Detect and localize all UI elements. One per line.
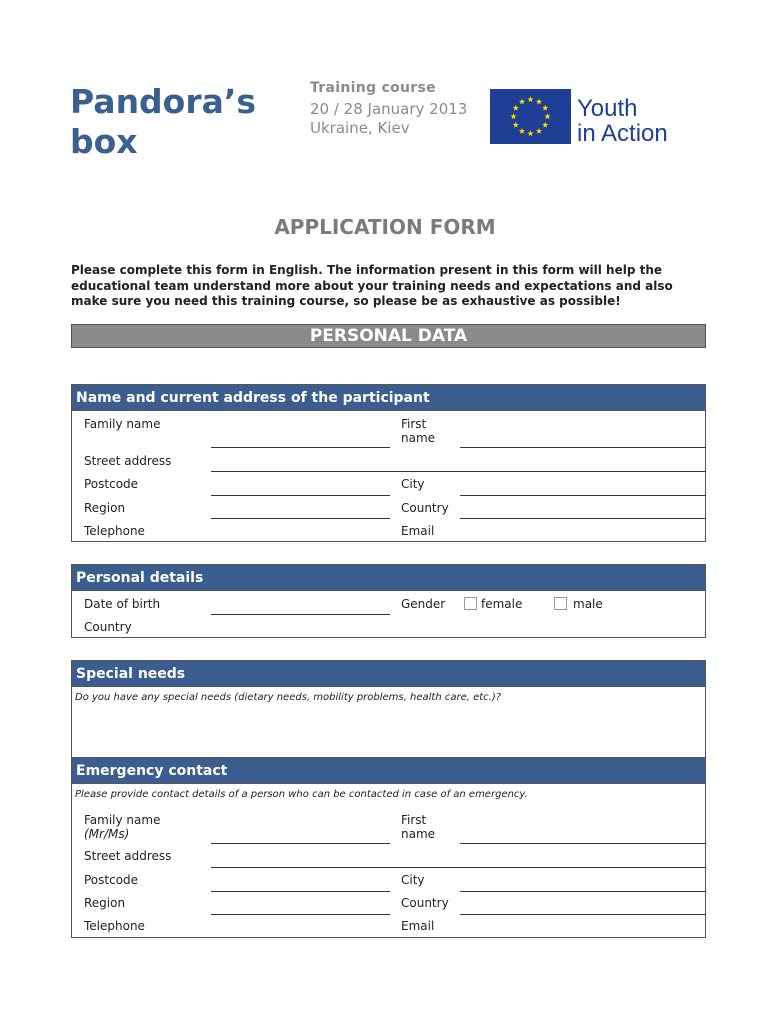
first-name-label-2: name — [401, 827, 436, 841]
eu-star-icon — [513, 122, 519, 128]
eu-star-icon — [510, 113, 516, 119]
title-hint: (Mr/Ms) — [84, 827, 130, 841]
city-label: City — [401, 477, 425, 491]
country-label: Country — [401, 501, 449, 515]
eu-star-icon — [536, 128, 542, 134]
eu-star-icon — [519, 99, 525, 105]
male-label: male — [573, 597, 603, 611]
personal-details-section — [71, 564, 706, 638]
brand-line-2: box — [70, 122, 138, 161]
eu-star-icon — [527, 96, 533, 102]
eu-flag-logo — [490, 89, 571, 144]
eu-star-icon — [519, 128, 525, 134]
country-label: Country — [84, 620, 132, 634]
eu-stars-icon — [490, 89, 571, 144]
female-label: female — [481, 597, 523, 611]
course-place: Ukraine, Kiev — [310, 119, 410, 137]
youth-in-action-logo — [577, 96, 668, 146]
first-name-field[interactable] — [460, 447, 706, 448]
street-field[interactable] — [211, 867, 706, 868]
region-label: Region — [84, 896, 126, 910]
brand-line-1: Pandora’s — [70, 82, 257, 121]
city-label: City — [401, 873, 425, 887]
special-needs-textarea[interactable] — [72, 707, 705, 757]
intro-text: Please complete this form in English. The information present in this form will help the educational team understand more about your training needs and expectations and also make sure you need this training course, so please be as exhaustive as possible! — [71, 263, 673, 308]
personal-data-banner: PERSONAL DATA — [71, 324, 706, 348]
family-name-label: Family name — [84, 417, 161, 431]
region-field[interactable] — [211, 518, 390, 519]
telephone-label: Telephone — [84, 919, 145, 933]
dob-field[interactable] — [211, 614, 390, 615]
first-name-label — [401, 813, 435, 841]
postcode-label: Postcode — [84, 873, 139, 887]
postcode-field[interactable] — [211, 891, 390, 892]
course-label: Training course — [310, 80, 436, 96]
postcode-field[interactable] — [211, 495, 390, 496]
special-needs-question: Do you have any special needs (dietary needs, mobility problems, health care, etc.)? — [75, 692, 502, 703]
first-name-label-1: First — [401, 417, 427, 431]
eu-star-icon — [536, 99, 542, 105]
name-address-section — [71, 384, 706, 542]
family-name-field[interactable] — [211, 843, 390, 844]
country-field[interactable] — [460, 914, 706, 915]
logo-line-2: in Action — [577, 120, 668, 147]
eu-star-icon — [544, 113, 550, 119]
logo-line-1: Youth — [577, 95, 638, 122]
first-name-label — [401, 417, 435, 445]
city-field[interactable] — [460, 495, 706, 496]
emergency-note: Please provide contact details of a person who can be contacted in case of an emergency. — [75, 789, 528, 800]
email-label: Email — [401, 919, 435, 933]
brand-title — [70, 82, 256, 162]
country-label: Country — [401, 896, 449, 910]
street-field[interactable] — [211, 471, 706, 472]
telephone-label: Telephone — [84, 524, 145, 538]
first-name-field[interactable] — [460, 843, 706, 844]
eu-star-icon — [542, 105, 548, 111]
course-dates: 20 / 28 January 2013 — [310, 100, 468, 118]
city-field[interactable] — [460, 891, 706, 892]
region-label: Region — [84, 501, 126, 515]
family-name-label-1: Family name — [84, 813, 161, 827]
street-label: Street address — [84, 849, 172, 863]
gender-label: Gender — [401, 597, 446, 611]
country-field[interactable] — [460, 518, 706, 519]
section-heading: Emergency contact — [72, 758, 705, 784]
first-name-label-1: First — [401, 813, 427, 827]
form-title: APPLICATION FORM — [274, 215, 496, 239]
eu-star-icon — [513, 105, 519, 111]
region-field[interactable] — [211, 914, 390, 915]
first-name-label-2: name — [401, 431, 436, 445]
family-name-field[interactable] — [211, 447, 390, 448]
eu-star-icon — [542, 122, 548, 128]
postcode-label: Postcode — [84, 477, 139, 491]
male-checkbox[interactable] — [554, 597, 567, 610]
female-checkbox[interactable] — [464, 597, 477, 610]
section-heading: Special needs — [72, 661, 705, 687]
section-heading: Name and current address of the participant — [72, 385, 705, 411]
section-heading: Personal details — [72, 565, 705, 591]
email-label: Email — [401, 524, 435, 538]
family-name-label — [84, 813, 160, 841]
dob-label: Date of birth — [84, 597, 161, 611]
street-label: Street address — [84, 454, 172, 468]
special-needs-section — [71, 660, 706, 758]
eu-star-icon — [527, 130, 533, 136]
emergency-contact-section — [71, 757, 706, 938]
